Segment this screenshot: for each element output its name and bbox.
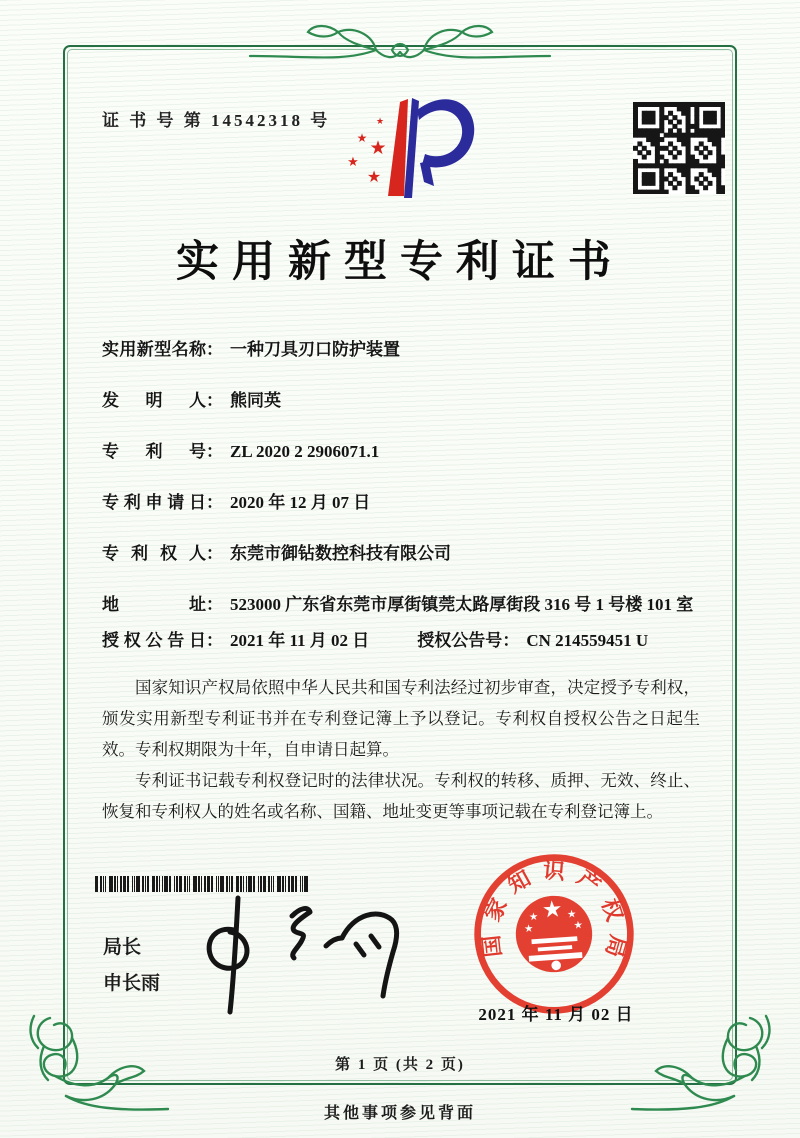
field-label: 专利权人: [102, 544, 206, 563]
svg-text:★: ★: [356, 131, 368, 145]
svg-text:★: ★: [366, 169, 382, 186]
field-value: 523000 广东省东莞市厚街镇莞太路厚街段 316 号 1 号楼 101 室: [230, 595, 694, 614]
field-row-utility-model-name: 实用新型名称 ： 一种刀具刃口防护装置: [102, 336, 702, 364]
field-row-grant: [102, 627, 702, 655]
certificate-title: 实用新型专利证书: [176, 239, 624, 286]
legal-paragraph-2: 专利证书记载专利权登记时的法律状况。专利权的转移、质押、无效、终止、恢复和专利权人的姓名或名称、国籍、地址变更等事项记载在专利登记簿上。: [102, 771, 700, 821]
field-value: 一种刀具刃口防护装置: [230, 340, 400, 359]
field-value: 东莞市御钻数控科技有限公司: [230, 544, 451, 563]
svg-text:★: ★: [523, 923, 534, 936]
grant-number-pair: 授权公告号 ： CN 214559451 U: [417, 627, 648, 655]
national-emblem-icon: [513, 893, 595, 975]
svg-text:★: ★: [541, 896, 564, 923]
seal-org-text: 国家知识产权局: [477, 857, 631, 971]
field-label: 发明人: [102, 391, 206, 410]
field-value: 2020 年 12 月 07 日: [230, 493, 371, 512]
svg-text:★: ★: [528, 911, 539, 924]
field-row-patentee: 专利权人 ： 东莞市御钻数控科技有限公司: [102, 540, 702, 568]
director-name: 申长雨: [103, 973, 161, 994]
field-label: 授权公告号: [417, 631, 503, 650]
legal-paragraph-1: 国家知识产权局依照中华人民共和国专利法经过初步审查，决定授予专利权，颁发实用新型专利证书并在专利登记簿上予以登记。专利权自授权公告之日起生效。专利权期限为十年，自申请日起算。: [102, 678, 700, 759]
top-border-ornament: [248, 22, 552, 70]
field-label: 专利申请日: [102, 493, 206, 512]
qr-code: [633, 102, 725, 194]
svg-text:★: ★: [566, 909, 577, 921]
seal-date: 2021 年 11 月 02 日: [478, 1005, 634, 1024]
svg-text:★: ★: [347, 154, 359, 169]
field-value: 2021 年 11 月 02 日: [230, 631, 370, 650]
grant-date-pair: 授权公告日 ： 2021 年 11 月 02 日: [102, 627, 369, 655]
field-value: ZL 2020 2 2906071.1: [230, 442, 380, 461]
seal-graphic: [464, 844, 643, 1023]
director-autograph: [196, 886, 406, 1018]
reverse-side-note: 其他事项参见背面: [323, 1105, 476, 1122]
certificate-fields: [102, 336, 702, 655]
field-row-inventor: 发明人 ： 熊同英: [102, 387, 702, 415]
field-label: 授权公告日: [102, 631, 206, 650]
field-label: 实用新型名称: [102, 340, 206, 359]
certificate-number: 证 书 号 第 14542318 号: [102, 111, 331, 130]
field-row-address: 地址 ： 523000 广东省东莞市厚街镇莞太路厚街段 316 号 1 号楼 101 室: [102, 591, 702, 619]
field-value: 熊同英: [230, 391, 281, 410]
director-title: 局长: [103, 937, 142, 958]
field-row-patent-number: 专利号 ： ZL 2020 2 2906071.1: [102, 438, 702, 466]
svg-text:★: ★: [369, 138, 387, 159]
field-label: 地址: [102, 595, 206, 614]
cnipa-patent-logo-icon: [320, 84, 480, 214]
legal-text: [102, 672, 700, 827]
field-label: 专利号: [102, 442, 206, 461]
field-value: CN 214559451 U: [526, 631, 649, 650]
field-row-filing-date: 专利申请日 ： 2020 年 12 月 07 日: [102, 489, 702, 517]
page-number: 第 1 页 (共 2 页): [335, 1057, 465, 1073]
svg-text:★: ★: [375, 116, 385, 126]
cnipa-official-seal: [464, 848, 648, 1034]
svg-text:★: ★: [573, 920, 584, 932]
